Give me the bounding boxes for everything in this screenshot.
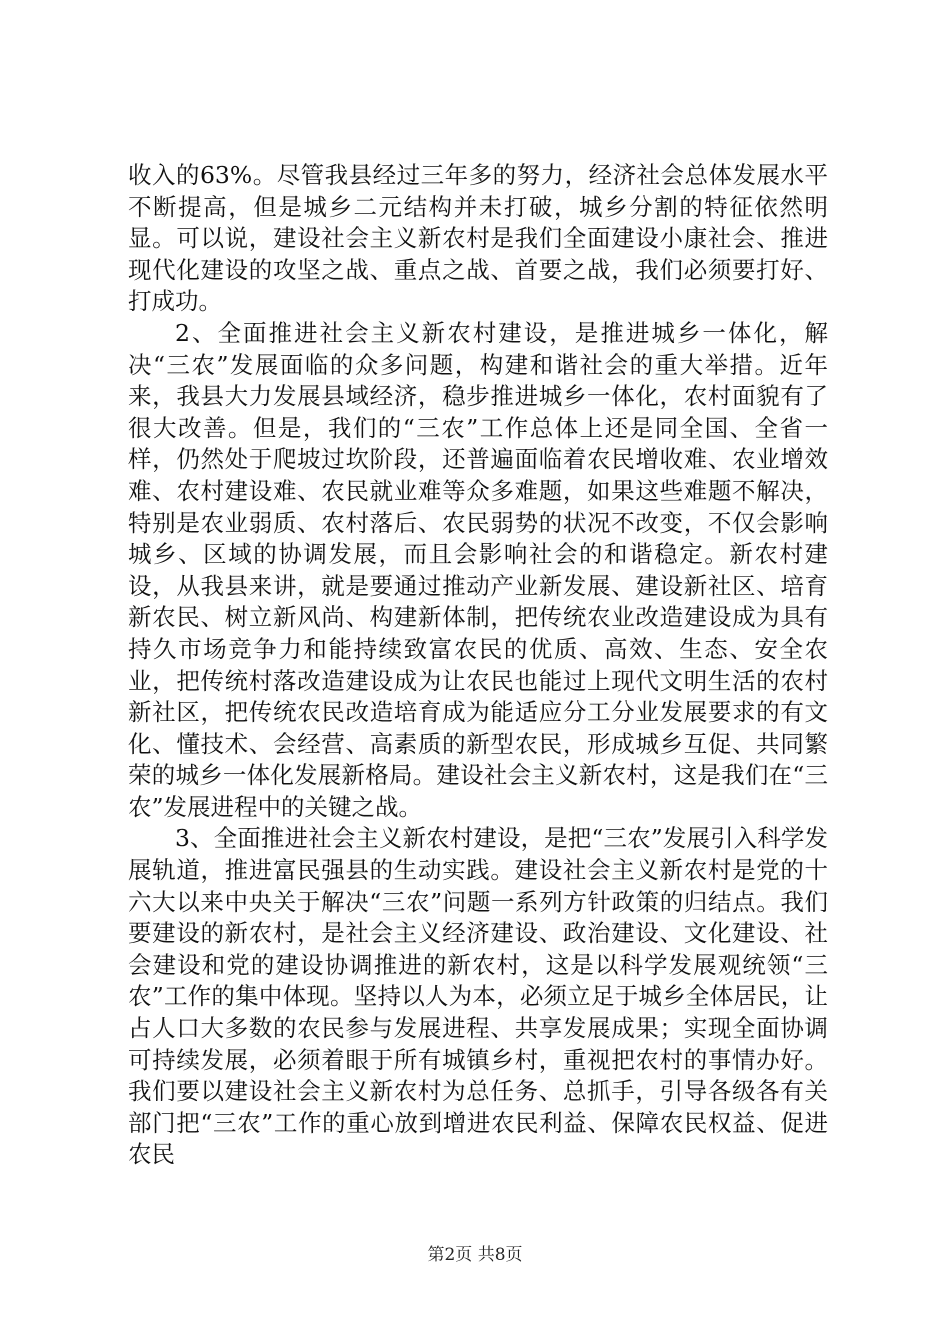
- document-body: [128, 160, 828, 1171]
- paragraph-continuation: 收入的63%。尽管我县经过三年多的努力，经济社会总体发展水平不断提高，但是城乡二元结构并未打破，城乡分割的特征依然明显。可以说，建设社会主义新农村是我们全面建设小康社会、推进现代化建设的攻坚之战、重点之战、首要之战，我们必须要打好、打成功。: [128, 161, 828, 316]
- page-footer: 第2页 共8页: [427, 1245, 523, 1265]
- paragraph-item-3: 3、全面推进社会主义新农村建设，是把“三农”发展引入科学发展轨道，推进富民强县的生动实践。建设社会主义新农村是党的十六大以来中央关于解决“三农”问题一系列方针政策的归结点。我们要建设的新农村，是社会主义经济建设、政治建设、文化建设、社会建设和党的建设协调推进的新农村，这是以科学发展观统领“三农”工作的集中体现。坚持以人为本，必须立足于城乡全体居民，让占人口大多数的农民参与发展进程、共享发展成果；实现全面协调可持续发展，必须着眼于所有城镇乡村，重视把农村的事情办好。我们要以建设社会主义新农村为总任务、总抓手，引导各级各有关部门把“三农”工作的重心放到增进农民利益、保障农民权益、促进农民: [128, 824, 828, 1169]
- paragraph-item-2: 2、全面推进社会主义新农村建设，是推进城乡一体化，解决“三农”发展面临的众多问题，构建和谐社会的重大举措。近年来，我县大力发展县域经济，稳步推进城乡一体化，农村面貌有了很大改善。但是，我们的“三农”工作总体上还是同全国、全省一样，仍然处于爬坡过坎阶段，还普遍面临着农民增收难、农业增效难、农村建设难、农民就业难等众多难题，如果这些难题不解决，特别是农业弱质、农村落后、农民弱势的状况不改变，不仅会影响城乡、区域的协调发展，而且会影响社会的和谐稳定。新农村建设，从我县来讲，就是要通过推动产业新发展、建设新社区、培育新农民、树立新风尚、构建新体制，把传统农业改造建设成为具有持久市场竞争力和能持续致富农民的优质、高效、生态、安全农业，把传统村落改造建设成为让农民也能过上现代文明生活的农村新社区，把传统农民改造培育成为能适应分工分业发展要求的有文化、懂技术、会经营、高素质的新型农民，形成城乡互促、共同繁荣的城乡一体化发展新格局。建设社会主义新农村，这是我们在“三农”发展进程中的关键之战。: [128, 318, 828, 821]
